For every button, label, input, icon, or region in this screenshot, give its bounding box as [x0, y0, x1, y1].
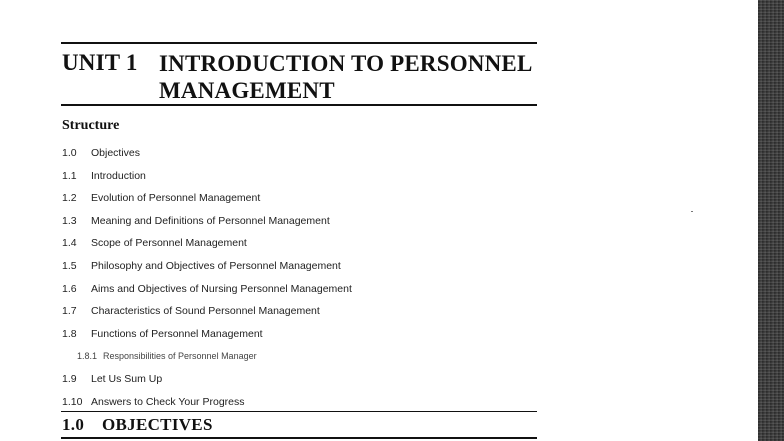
toc-item-number: 1.7	[62, 305, 77, 318]
toc-item-text: Functions of Personnel Management	[91, 327, 263, 340]
top-rule	[61, 42, 537, 44]
toc-item	[62, 214, 352, 237]
structure-heading: Structure	[62, 118, 120, 133]
objectives-bottom-rule	[61, 437, 537, 439]
toc-item	[62, 282, 352, 305]
toc-item-text: Answers to Check Your Progress	[91, 395, 245, 408]
toc-item-text: Characteristics of Sound Personnel Management	[91, 305, 320, 318]
toc-item-number: 1.9	[62, 372, 77, 385]
scan-speck	[691, 211, 693, 212]
toc-item-text: Philosophy and Objectives of Personnel Management	[91, 259, 341, 272]
toc-item	[62, 146, 352, 169]
toc-subitem	[62, 349, 352, 372]
toc-item	[62, 372, 352, 395]
objectives-heading	[62, 415, 213, 435]
toc-item-number: 1.5	[62, 259, 77, 272]
toc-item-text: Scope of Personnel Management	[91, 237, 247, 250]
toc-item-text: Introduction	[91, 169, 146, 182]
toc-item	[62, 169, 352, 192]
toc-item	[62, 327, 352, 350]
toc-item	[62, 395, 352, 418]
toc-item	[62, 259, 352, 282]
structure-list	[62, 146, 352, 417]
scanned-page-edge	[758, 0, 784, 441]
toc-item	[62, 191, 352, 214]
objectives-heading-text: OBJECTIVES	[102, 415, 213, 434]
toc-item	[62, 304, 352, 327]
toc-item-text: Objectives	[91, 147, 141, 159]
objectives-heading-number: 1.0	[62, 415, 85, 434]
toc-item-text: Meaning and Definitions of Personnel Management	[91, 214, 330, 227]
toc-item-number: 1.3	[62, 214, 77, 227]
toc-item-text: Aims and Objectives of Nursing Personnel Management	[91, 282, 352, 295]
toc-item-number: 1.8.1	[77, 351, 98, 362]
toc-item-text: Responsibilities of Personnel Manager	[103, 351, 257, 362]
toc-item	[62, 236, 352, 259]
objectives-top-rule	[61, 411, 537, 412]
toc-item-number: 1.6	[62, 282, 77, 295]
toc-item-number: 1.2	[62, 192, 77, 205]
toc-item-number: 1.8	[62, 327, 77, 340]
toc-item-number: 1.10	[62, 395, 83, 408]
toc-item-number: 1.1	[62, 169, 77, 182]
toc-item-text: Let Us Sum Up	[91, 372, 163, 385]
unit-label: UNIT 1	[62, 50, 138, 75]
toc-item-number: 1.4	[62, 237, 77, 250]
toc-item-text: Evolution of Personnel Management	[91, 192, 261, 205]
toc-item-number: 1.0	[62, 147, 77, 159]
title-bottom-rule	[61, 104, 537, 106]
unit-title: INTRODUCTION TO PERSONNEL MANAGEMENT	[159, 51, 532, 103]
